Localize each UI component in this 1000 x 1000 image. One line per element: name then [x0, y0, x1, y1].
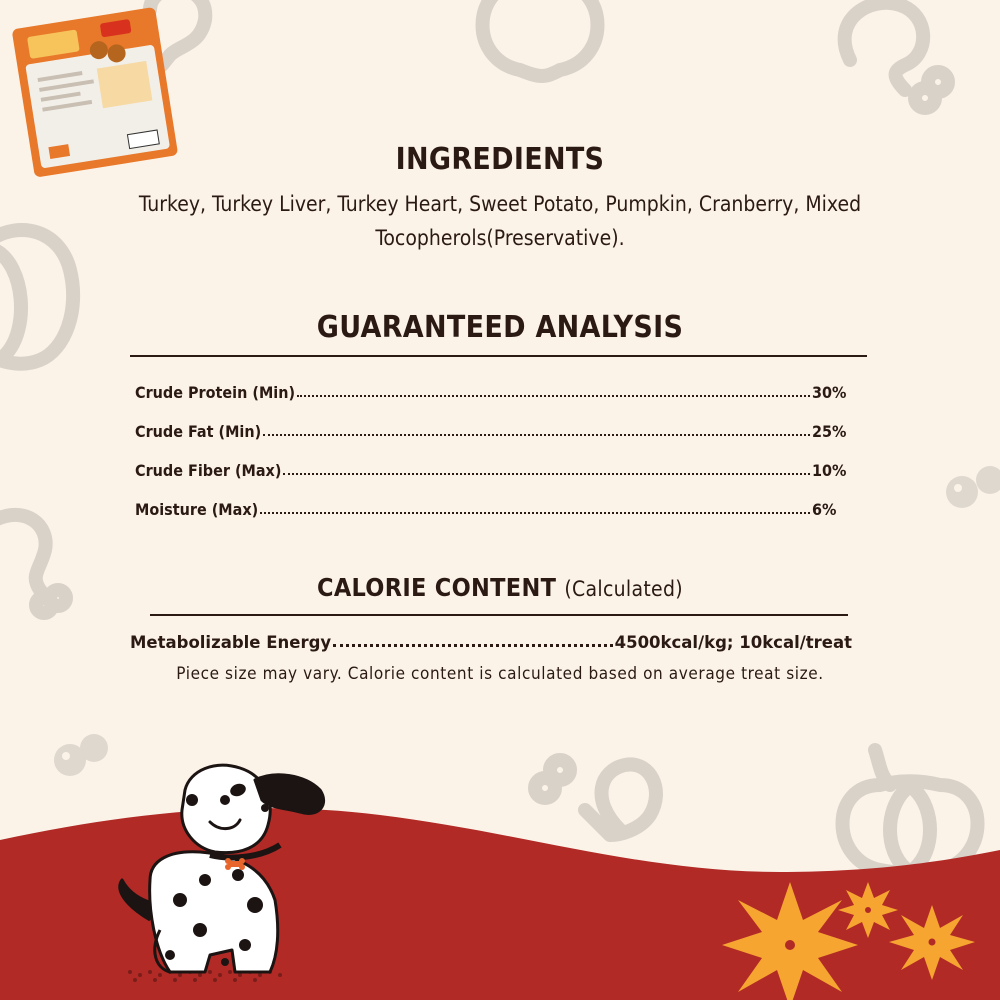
ingredients-title: INGREDIENTS — [395, 142, 605, 177]
star-flower-icon — [889, 905, 975, 980]
calorie-title-text: CALORIE CONTENT — [317, 573, 557, 602]
dot-leader — [263, 434, 810, 436]
calorie-note: Piece size may vary. Calorie content is calculated based on average treat size. — [176, 664, 824, 684]
energy-value: 4500kcal/kg; 10kcal/treat — [614, 633, 852, 652]
dot-leader — [333, 644, 612, 647]
dot-leader — [297, 395, 810, 397]
analysis-label: Moisture (Max) — [135, 500, 259, 519]
analysis-row — [135, 493, 850, 519]
analysis-row — [135, 376, 850, 402]
analysis-label: Crude Protein (Min) — [135, 383, 296, 402]
analysis-label: Crude Fiber (Max) — [135, 461, 282, 480]
dot-leader — [260, 512, 810, 514]
ingredients-line-2: Tocopherols(Preservative). — [375, 226, 625, 250]
metabolizable-energy-row — [130, 633, 852, 652]
pumpkin-icon — [843, 750, 978, 873]
analysis-label: Crude Fat (Min) — [135, 422, 262, 441]
ingredients-text — [60, 187, 940, 255]
analysis-value: 10% — [812, 461, 847, 480]
calorie-qualifier: (Calculated) — [564, 577, 683, 601]
guaranteed-analysis-title: GUARANTEED ANALYSIS — [316, 310, 684, 345]
analysis-value: 30% — [812, 383, 847, 402]
analysis-row — [135, 415, 850, 441]
ingredients-line-1: Turkey, Turkey Liver, Turkey Heart, Sweet Potato, Pumpkin, Cranberry, Mixed — [138, 192, 862, 216]
analysis-value: 25% — [812, 422, 847, 441]
drumstick-icon — [535, 760, 656, 835]
analysis-value: 6% — [812, 500, 837, 519]
pumpkin-icon — [483, 0, 598, 76]
calorie-divider — [150, 614, 848, 616]
analysis-row — [135, 454, 850, 480]
drumstick-icon — [845, 3, 948, 108]
calorie-content-title — [0, 573, 1000, 602]
dot-leader — [283, 473, 810, 475]
analysis-divider — [130, 355, 867, 357]
energy-label: Metabolizable Energy — [130, 633, 332, 652]
